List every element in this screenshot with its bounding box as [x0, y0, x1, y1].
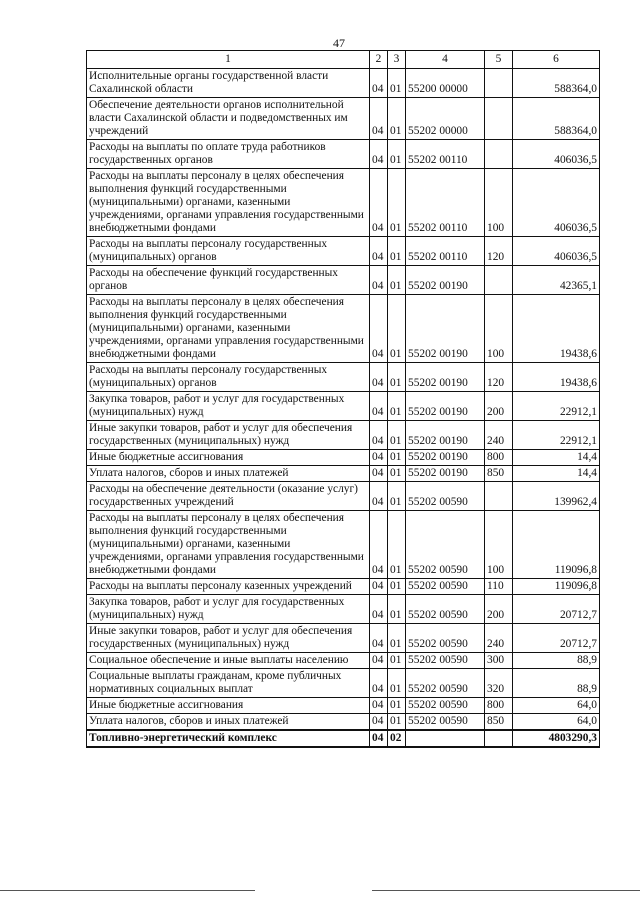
row-name: Расходы на выплаты персоналу казенных учреждений	[87, 579, 370, 595]
header-row	[87, 51, 600, 69]
table-row	[87, 482, 600, 511]
table-row	[87, 363, 600, 392]
row-expense-type: 100	[485, 511, 513, 579]
row-expense-type	[485, 482, 513, 511]
row-section: 04	[370, 595, 388, 624]
row-section: 04	[370, 421, 388, 450]
table-row	[87, 140, 600, 169]
footer-rule	[372, 890, 640, 891]
row-section: 04	[370, 140, 388, 169]
row-section: 04	[370, 698, 388, 714]
total-name: Топливно-энергетический комплекс	[87, 730, 370, 747]
row-subsection: 01	[388, 450, 406, 466]
row-expense-type	[485, 69, 513, 98]
column-header: 3	[388, 51, 406, 69]
row-expense-type: 100	[485, 169, 513, 237]
row-section: 04	[370, 482, 388, 511]
table-row	[87, 450, 600, 466]
column-header: 2	[370, 51, 388, 69]
table-row	[87, 595, 600, 624]
row-name: Уплата налогов, сборов и иных платежей	[87, 714, 370, 731]
row-name: Расходы на выплаты персоналу государственных (муниципальных) органов	[87, 363, 370, 392]
row-target-article: 55202 00190	[406, 421, 485, 450]
row-section: 04	[370, 714, 388, 731]
row-amount: 64,0	[513, 714, 600, 731]
row-subsection: 01	[388, 140, 406, 169]
total-expense-type	[485, 730, 513, 747]
row-section: 04	[370, 266, 388, 295]
row-expense-type: 850	[485, 466, 513, 482]
table-row	[87, 421, 600, 450]
row-target-article: 55202 00190	[406, 363, 485, 392]
table-row	[87, 69, 600, 98]
row-subsection: 01	[388, 698, 406, 714]
row-target-article: 55202 00190	[406, 392, 485, 421]
footer-rule	[0, 890, 255, 891]
page-number: 47	[333, 36, 345, 50]
row-subsection: 01	[388, 237, 406, 266]
row-subsection: 01	[388, 266, 406, 295]
table-row	[87, 295, 600, 363]
row-expense-type: 100	[485, 295, 513, 363]
row-name: Социальные выплаты гражданам, кроме публичных нормативных социальных выплат	[87, 669, 370, 698]
table-row	[87, 169, 600, 237]
row-section: 04	[370, 169, 388, 237]
row-name: Расходы на обеспечение деятельности (оказание услуг) государственных учреждений	[87, 482, 370, 511]
table-row	[87, 653, 600, 669]
row-name: Расходы на выплаты персоналу государственных (муниципальных) органов	[87, 237, 370, 266]
total-subsection: 02	[388, 730, 406, 747]
row-name: Расходы на выплаты персоналу в целях обеспечения выполнения функций государственными (муниципальными) органами, казенными учреждениями, органами управления государственными внебюджетными фондами	[87, 511, 370, 579]
row-target-article: 55200 00000	[406, 69, 485, 98]
row-name: Иные бюджетные ассигнования	[87, 698, 370, 714]
row-subsection: 01	[388, 595, 406, 624]
row-subsection: 01	[388, 511, 406, 579]
row-section: 04	[370, 98, 388, 140]
row-amount: 588364,0	[513, 69, 600, 98]
row-target-article: 55202 00590	[406, 624, 485, 653]
row-expense-type: 800	[485, 698, 513, 714]
row-amount: 14,4	[513, 450, 600, 466]
table-row	[87, 624, 600, 653]
row-amount: 20712,7	[513, 595, 600, 624]
row-expense-type: 200	[485, 392, 513, 421]
row-subsection: 01	[388, 295, 406, 363]
total-row	[87, 730, 600, 747]
total-amount: 4803290,3	[513, 730, 600, 747]
row-subsection: 01	[388, 392, 406, 421]
table-row	[87, 511, 600, 579]
row-expense-type: 240	[485, 624, 513, 653]
row-section: 04	[370, 624, 388, 653]
row-amount: 42365,1	[513, 266, 600, 295]
row-expense-type: 110	[485, 579, 513, 595]
row-subsection: 01	[388, 169, 406, 237]
row-target-article: 55202 00590	[406, 511, 485, 579]
row-target-article: 55202 00110	[406, 237, 485, 266]
column-header: 4	[406, 51, 485, 69]
row-amount: 119096,8	[513, 511, 600, 579]
row-name: Иные закупки товаров, работ и услуг для обеспечения государственных (муниципальных) нужд	[87, 624, 370, 653]
row-subsection: 01	[388, 714, 406, 731]
row-expense-type	[485, 98, 513, 140]
row-amount: 22912,1	[513, 392, 600, 421]
row-target-article: 55202 00190	[406, 450, 485, 466]
row-expense-type: 800	[485, 450, 513, 466]
row-amount: 119096,8	[513, 579, 600, 595]
row-amount: 22912,1	[513, 421, 600, 450]
row-name: Расходы на выплаты персоналу в целях обеспечения выполнения функций государственными (муниципальными) органами, казенными учреждениями, органами управления государственными внебюджетными фондами	[87, 295, 370, 363]
row-section: 04	[370, 669, 388, 698]
row-target-article: 55202 00590	[406, 595, 485, 624]
row-subsection: 01	[388, 421, 406, 450]
row-section: 04	[370, 392, 388, 421]
row-section: 04	[370, 363, 388, 392]
row-amount: 64,0	[513, 698, 600, 714]
row-amount: 588364,0	[513, 98, 600, 140]
table-row	[87, 466, 600, 482]
row-section: 04	[370, 466, 388, 482]
row-section: 04	[370, 450, 388, 466]
row-name: Закупка товаров, работ и услуг для государственных (муниципальных) нужд	[87, 392, 370, 421]
row-name: Расходы на выплаты персоналу в целях обеспечения выполнения функций государственными (муниципальными) органами, казенными учреждениями, органами управления государственными внебюджетными фондами	[87, 169, 370, 237]
row-target-article: 55202 00590	[406, 482, 485, 511]
row-target-article: 55202 00590	[406, 714, 485, 731]
row-name: Исполнительные органы государственной власти Сахалинской области	[87, 69, 370, 98]
row-expense-type	[485, 266, 513, 295]
row-subsection: 01	[388, 579, 406, 595]
row-expense-type: 320	[485, 669, 513, 698]
column-header: 6	[513, 51, 600, 69]
row-target-article: 55202 00110	[406, 140, 485, 169]
row-amount: 19438,6	[513, 363, 600, 392]
row-expense-type: 120	[485, 363, 513, 392]
row-name: Обеспечение деятельности органов исполнительной власти Сахалинской области и подведомственных им учреждений	[87, 98, 370, 140]
row-target-article: 55202 00590	[406, 698, 485, 714]
row-section: 04	[370, 237, 388, 266]
row-amount: 20712,7	[513, 624, 600, 653]
row-expense-type: 120	[485, 237, 513, 266]
total-target-article	[406, 730, 485, 747]
row-section: 04	[370, 653, 388, 669]
row-amount: 14,4	[513, 466, 600, 482]
column-header: 5	[485, 51, 513, 69]
row-amount: 406036,5	[513, 169, 600, 237]
row-target-article: 55202 00190	[406, 466, 485, 482]
row-target-article: 55202 00000	[406, 98, 485, 140]
row-name: Расходы на выплаты по оплате труда работников государственных органов	[87, 140, 370, 169]
table-row	[87, 579, 600, 595]
row-expense-type	[485, 140, 513, 169]
row-target-article: 55202 00590	[406, 669, 485, 698]
column-header: 1	[87, 51, 370, 69]
row-section: 04	[370, 295, 388, 363]
row-target-article: 55202 00190	[406, 295, 485, 363]
row-section: 04	[370, 511, 388, 579]
row-subsection: 01	[388, 653, 406, 669]
row-name: Уплата налогов, сборов и иных платежей	[87, 466, 370, 482]
row-amount: 139962,4	[513, 482, 600, 511]
row-amount: 406036,5	[513, 237, 600, 266]
row-expense-type: 850	[485, 714, 513, 731]
row-target-article: 55202 00590	[406, 653, 485, 669]
row-name: Иные закупки товаров, работ и услуг для обеспечения государственных (муниципальных) нужд	[87, 421, 370, 450]
row-subsection: 01	[388, 669, 406, 698]
table-row	[87, 237, 600, 266]
row-section: 04	[370, 69, 388, 98]
row-subsection: 01	[388, 466, 406, 482]
row-expense-type: 200	[485, 595, 513, 624]
row-target-article: 55202 00590	[406, 579, 485, 595]
row-expense-type: 240	[485, 421, 513, 450]
row-target-article: 55202 00190	[406, 266, 485, 295]
row-section: 04	[370, 579, 388, 595]
row-expense-type: 300	[485, 653, 513, 669]
table-row	[87, 669, 600, 698]
row-subsection: 01	[388, 624, 406, 653]
total-section: 04	[370, 730, 388, 747]
row-amount: 88,9	[513, 669, 600, 698]
table-row	[87, 714, 600, 731]
table-row	[87, 698, 600, 714]
budget-table	[86, 50, 600, 748]
row-amount: 406036,5	[513, 140, 600, 169]
row-subsection: 01	[388, 98, 406, 140]
row-subsection: 01	[388, 363, 406, 392]
row-name: Закупка товаров, работ и услуг для государственных (муниципальных) нужд	[87, 595, 370, 624]
table-row	[87, 98, 600, 140]
table-row	[87, 392, 600, 421]
row-name: Социальное обеспечение и иные выплаты населению	[87, 653, 370, 669]
row-name: Расходы на обеспечение функций государственных органов	[87, 266, 370, 295]
row-amount: 88,9	[513, 653, 600, 669]
row-target-article: 55202 00110	[406, 169, 485, 237]
table-row	[87, 266, 600, 295]
row-name: Иные бюджетные ассигнования	[87, 450, 370, 466]
row-amount: 19438,6	[513, 295, 600, 363]
row-subsection: 01	[388, 482, 406, 511]
row-subsection: 01	[388, 69, 406, 98]
